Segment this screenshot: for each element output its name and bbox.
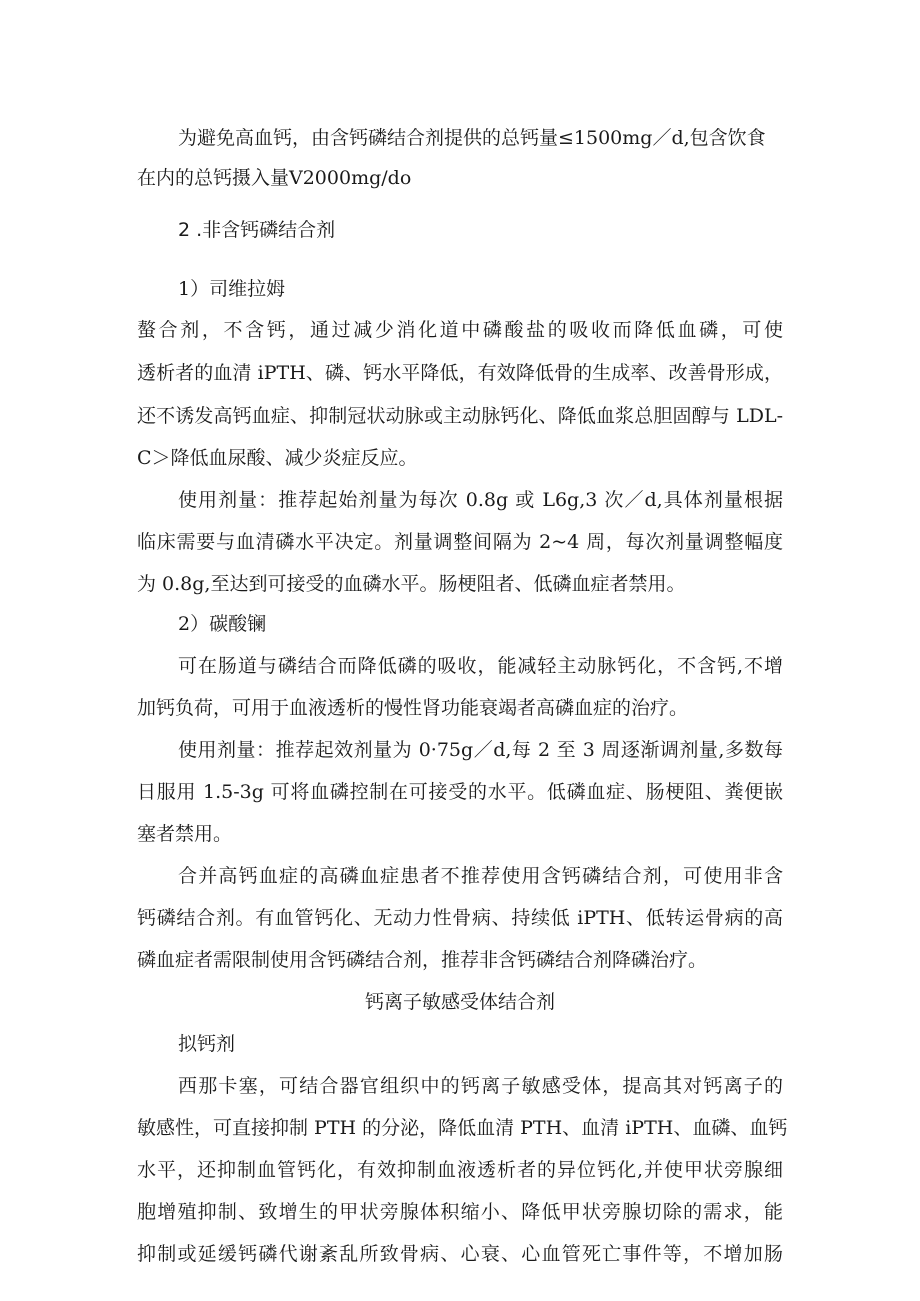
paragraph-2-line-1: 螯合剂，不含钙，通过减少消化道中磷酸盐的吸收而降低血磷，可使 (137, 319, 783, 341)
paragraph-1-line-1: 为避免高血钙，由含钙磷结合剂提供的总钙量≤1500mg／d,包含饮食 (178, 127, 766, 149)
subheading-lanthanum-carbonate: 2）碳酸镧 (178, 613, 267, 635)
paragraph-5-line-2: 日服用 1.5-3g 可将血磷控制在可接受的水平。低磷血症、肠梗阻、粪便嵌 (137, 781, 783, 803)
paragraph-7-line-5: 抑制或延缓钙磷代谢紊乱所致骨病、心衰、心血管死亡事件等，不增加肠 (137, 1243, 783, 1265)
paragraph-3-line-2: 临床需要与血清磷水平决定。剂量调整间隔为 2~4 周，每次剂量调整幅度 (137, 531, 783, 553)
paragraph-2-line-2: 透析者的血清 iPTH、磷、钙水平降低，有效降低骨的生成率、改善骨形成， (137, 362, 783, 384)
subheading-calcimimetic: 拟钙剂 (178, 1033, 236, 1055)
section-2-heading: 2 .非含钙磷结合剂 (178, 219, 336, 241)
paragraph-7-line-2: 敏感性，可直接抑制 PTH 的分泌，降低血清 PTH、血清 iPTH、血磷、血钙 (137, 1117, 788, 1139)
subheading-sevelamer: 1）司维拉姆 (178, 278, 286, 300)
paragraph-6-line-1: 合并高钙血症的高磷血症患者不推荐使用含钙磷结合剂，可使用非含 (178, 865, 783, 887)
paragraph-7-line-4: 胞增殖抑制、致增生的甲状旁腺体积缩小、降低甲状旁腺切除的需求，能 (137, 1201, 783, 1223)
paragraph-2-line-4: C＞降低血尿酸、减少炎症反应。 (137, 447, 418, 469)
paragraph-4-line-2: 加钙负荷，可用于血液透析的慢性肾功能衰竭者高磷血症的治疗。 (137, 697, 689, 719)
paragraph-5-line-1: 使用剂量：推荐起效剂量为 0·75g／d,每 2 至 3 周逐渐调剂量,多数每 (178, 739, 783, 761)
paragraph-5-line-3: 塞者禁用。 (137, 823, 233, 845)
paragraph-7-line-3: 水平，还抑制血管钙化，有效抑制血液透析者的异位钙化,并使甲状旁腺细 (137, 1159, 783, 1181)
paragraph-1-line-2: 在内的总钙摄入量V2000mg/do (137, 167, 412, 189)
paragraph-4-line-1: 可在肠道与磷结合而降低磷的吸收，能减轻主动脉钙化，不含钙,不增 (178, 655, 783, 677)
paragraph-7-line-1: 西那卡塞，可结合器官组织中的钙离子敏感受体，提高其对钙离子的 (178, 1075, 783, 1097)
section-center-heading: 钙离子敏感受体结合剂 (364, 991, 555, 1013)
paragraph-6-line-3: 磷血症者需限制使用含钙磷结合剂，推荐非含钙磷结合剂降磷治疗。 (137, 949, 708, 971)
paragraph-2-line-3: 还不诱发高钙血症、抑制冠状动脉或主动脉钙化、降低血浆总胆固醇与 LDL- (137, 405, 783, 427)
paragraph-3-line-1: 使用剂量：推荐起始剂量为每次 0.8g 或 L6g,3 次／d,具体剂量根据 (178, 489, 783, 511)
paragraph-6-line-2: 钙磷结合剂。有血管钙化、无动力性骨病、持续低 iPTH、低转运骨病的高 (137, 907, 783, 929)
paragraph-3-line-3: 为 0.8g,至达到可接受的血磷水平。肠梗阻者、低磷血症者禁用。 (137, 573, 686, 595)
